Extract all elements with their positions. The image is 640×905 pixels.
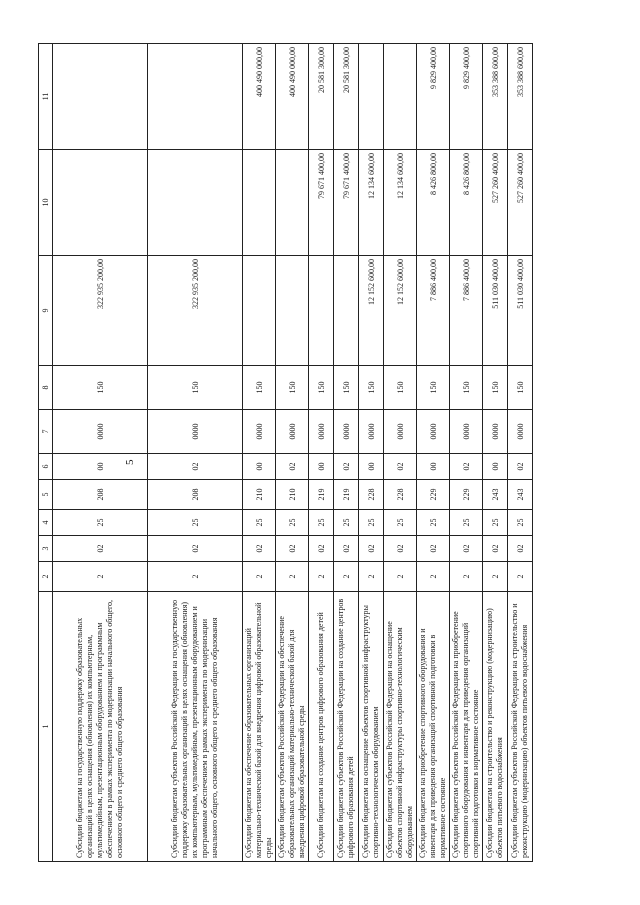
cell-c4: 25	[417, 510, 450, 536]
cell-c7: 0000	[148, 410, 243, 454]
page-number: 5	[124, 459, 136, 465]
cell-c8: 150	[53, 366, 148, 410]
cell-c3: 02	[276, 536, 309, 562]
cell-c8: 150	[276, 366, 309, 410]
cell-c8: 150	[450, 366, 483, 410]
cell-c11: 353 388 600,00	[508, 44, 533, 150]
cell-c8: 150	[148, 366, 243, 410]
cell-c7: 0000	[508, 410, 533, 454]
col-header: 5	[39, 480, 53, 510]
header-row	[39, 44, 53, 862]
cell-c4: 25	[309, 510, 334, 536]
cell-c6: 00	[243, 454, 276, 480]
cell-c7: 0000	[450, 410, 483, 454]
cell-c6: 02	[450, 454, 483, 480]
cell-c8: 150	[359, 366, 384, 410]
cell-c9: 511 030 400,00	[508, 256, 533, 366]
cell-c3: 02	[483, 536, 508, 562]
row-name: Субсидии бюджетам субъектов Российской Федерации на строительство и реконструкцию (модернизацию) объектов питьевого водоснабжения	[508, 592, 533, 862]
cell-c2: 2	[417, 562, 450, 592]
cell-c11	[384, 44, 417, 150]
cell-c11	[359, 44, 384, 150]
row-name: Субсидии бюджетам на оснащение объектов спортивной инфраструктуры спортивно-технологическим оборудованием	[359, 592, 384, 862]
cell-c4: 25	[53, 510, 148, 536]
cell-c6: 02	[508, 454, 533, 480]
cell-c9: 12 152 600,00	[359, 256, 384, 366]
cell-c5: 243	[483, 480, 508, 510]
cell-c6: 00	[53, 454, 148, 480]
cell-c4: 25	[483, 510, 508, 536]
cell-c10: 8 426 800,00	[450, 150, 483, 256]
cell-c4: 25	[148, 510, 243, 536]
cell-c7: 0000	[483, 410, 508, 454]
cell-c10	[148, 150, 243, 256]
row-name: Субсидии бюджетам на приобретение спортивного оборудования и инвентаря для приведения организаций спортивной подготовки в нормативное состояние	[417, 592, 450, 862]
cell-c10: 8 426 800,00	[417, 150, 450, 256]
cell-c7: 0000	[309, 410, 334, 454]
cell-c9: 12 152 600,00	[384, 256, 417, 366]
cell-c5: 243	[508, 480, 533, 510]
col-header: 8	[39, 366, 53, 410]
cell-c6: 00	[309, 454, 334, 480]
cell-c2: 2	[53, 562, 148, 592]
cell-c5: 229	[450, 480, 483, 510]
cell-c7: 0000	[243, 410, 276, 454]
cell-c9: 322 935 200,00	[148, 256, 243, 366]
budget-table	[38, 43, 533, 862]
cell-c4: 25	[243, 510, 276, 536]
cell-c3: 02	[334, 536, 359, 562]
col-header: 4	[39, 510, 53, 536]
cell-c6: 00	[359, 454, 384, 480]
cell-c6: 00	[417, 454, 450, 480]
cell-c5: 210	[243, 480, 276, 510]
table-row	[483, 44, 508, 862]
table-row	[276, 44, 309, 862]
cell-c5: 229	[417, 480, 450, 510]
cell-c10	[276, 150, 309, 256]
col-header: 9	[39, 256, 53, 366]
cell-c3: 02	[243, 536, 276, 562]
row-name: Субсидии бюджетам на создание центров цифрового образования детей	[309, 592, 334, 862]
cell-c2: 2	[359, 562, 384, 592]
row-name: Субсидии бюджетам на строительство и реконструкцию (модернизацию) объектов питьевого водоснабжения	[483, 592, 508, 862]
cell-c11: 353 388 600,00	[483, 44, 508, 150]
cell-c8: 150	[334, 366, 359, 410]
col-header: 11	[39, 44, 53, 150]
cell-c5: 219	[334, 480, 359, 510]
row-name: Субсидии бюджетам субъектов Российской Федерации на приобретение спортивного оборудования и инвентаря для приведения организаций спортивной подготовки в нормативное состояние	[450, 592, 483, 862]
cell-c2: 2	[483, 562, 508, 592]
row-name: Субсидии бюджетам субъектов Российской Федерации на создание центров цифрового образования детей	[334, 592, 359, 862]
cell-c11: 400 490 000,00	[276, 44, 309, 150]
cell-c6: 02	[148, 454, 243, 480]
table-row	[359, 44, 384, 862]
cell-c2: 2	[384, 562, 417, 592]
cell-c3: 02	[53, 536, 148, 562]
cell-c2: 2	[508, 562, 533, 592]
cell-c11: 9 829 400,00	[450, 44, 483, 150]
table-row	[334, 44, 359, 862]
cell-c5: 210	[276, 480, 309, 510]
cell-c11: 20 581 300,00	[334, 44, 359, 150]
cell-c10: 79 671 400,00	[334, 150, 359, 256]
cell-c3: 02	[417, 536, 450, 562]
cell-c10: 527 260 400,00	[508, 150, 533, 256]
col-header: 3	[39, 536, 53, 562]
cell-c3: 02	[148, 536, 243, 562]
cell-c3: 02	[450, 536, 483, 562]
cell-c10	[53, 150, 148, 256]
cell-c7: 0000	[359, 410, 384, 454]
cell-c11	[53, 44, 148, 150]
cell-c3: 02	[384, 536, 417, 562]
cell-c10: 12 134 600,00	[384, 150, 417, 256]
table-row	[243, 44, 276, 862]
col-header: 10	[39, 150, 53, 256]
table-row	[384, 44, 417, 862]
cell-c5: 208	[53, 480, 148, 510]
cell-c9	[309, 256, 334, 366]
cell-c3: 02	[359, 536, 384, 562]
table-row	[53, 44, 148, 862]
cell-c9: 322 935 200,00	[53, 256, 148, 366]
cell-c8: 150	[508, 366, 533, 410]
cell-c4: 25	[450, 510, 483, 536]
cell-c9: 7 886 400,00	[450, 256, 483, 366]
cell-c6: 00	[483, 454, 508, 480]
cell-c4: 25	[384, 510, 417, 536]
row-name: Субсидии бюджетам на государственную поддержку образовательных организаций в целях оснащения (обновления) их компьютерным, мультимедийным, презентационным оборудованием и программным обеспечением в рамках эксперимента по модернизации начального общего, основного общего и среднего общего образования	[53, 592, 148, 862]
table-row	[450, 44, 483, 862]
cell-c9	[243, 256, 276, 366]
cell-c6: 02	[334, 454, 359, 480]
cell-c10: 79 671 400,00	[309, 150, 334, 256]
cell-c9	[334, 256, 359, 366]
row-name: Субсидии бюджетам субъектов Российской Федерации на оснащение объектов спортивной инфраструктуры спортивно-технологическим оборудованием	[384, 592, 417, 862]
cell-c8: 150	[483, 366, 508, 410]
cell-c7: 0000	[334, 410, 359, 454]
col-header: 6	[39, 454, 53, 480]
cell-c2: 2	[309, 562, 334, 592]
cell-c2: 2	[334, 562, 359, 592]
cell-c7: 0000	[417, 410, 450, 454]
table-row	[508, 44, 533, 862]
cell-c11: 9 829 400,00	[417, 44, 450, 150]
cell-c5: 228	[359, 480, 384, 510]
cell-c9	[276, 256, 309, 366]
cell-c2: 2	[450, 562, 483, 592]
cell-c8: 150	[243, 366, 276, 410]
cell-c6: 02	[276, 454, 309, 480]
cell-c4: 25	[359, 510, 384, 536]
cell-c10: 12 134 600,00	[359, 150, 384, 256]
cell-c2: 2	[243, 562, 276, 592]
cell-c7: 0000	[276, 410, 309, 454]
col-header: 7	[39, 410, 53, 454]
cell-c8: 150	[309, 366, 334, 410]
col-header: 1	[39, 592, 53, 862]
cell-c10	[243, 150, 276, 256]
cell-c4: 25	[276, 510, 309, 536]
cell-c5: 208	[148, 480, 243, 510]
cell-c9: 7 886 400,00	[417, 256, 450, 366]
cell-c5: 228	[384, 480, 417, 510]
cell-c8: 150	[384, 366, 417, 410]
cell-c2: 2	[276, 562, 309, 592]
col-header: 2	[39, 562, 53, 592]
row-name: Субсидии бюджетам субъектов Российской Федерации на обеспечение образовательных организаций материально-технической базой для внедрения цифровой образовательной среды	[276, 592, 309, 862]
cell-c9: 511 030 400,00	[483, 256, 508, 366]
cell-c4: 25	[508, 510, 533, 536]
table-row	[417, 44, 450, 862]
cell-c11: 20 581 300,00	[309, 44, 334, 150]
cell-c2: 2	[148, 562, 243, 592]
cell-c6: 02	[384, 454, 417, 480]
cell-c7: 0000	[384, 410, 417, 454]
table-row	[309, 44, 334, 862]
cell-c3: 02	[508, 536, 533, 562]
row-name: Субсидии бюджетам субъектов Российской Федерации на государственную поддержку образовательных организаций в целях оснащения (обновления) их компьютерным, мультимедийным, презентационным оборудованием и программным обеспечением в рамках эксперимента по модернизации начального общего, основного общего и среднего общего образования	[148, 592, 243, 862]
cell-c5: 219	[309, 480, 334, 510]
cell-c11	[148, 44, 243, 150]
cell-c8: 150	[417, 366, 450, 410]
table-row	[148, 44, 243, 862]
cell-c7: 0000	[53, 410, 148, 454]
cell-c11: 400 490 000,00	[243, 44, 276, 150]
cell-c4: 25	[334, 510, 359, 536]
cell-c3: 02	[309, 536, 334, 562]
row-name: Субсидии бюджетам на обеспечение образовательных организаций материально-технической базой для внедрения цифровой образовательной среды	[243, 592, 276, 862]
cell-c10: 527 260 400,00	[483, 150, 508, 256]
